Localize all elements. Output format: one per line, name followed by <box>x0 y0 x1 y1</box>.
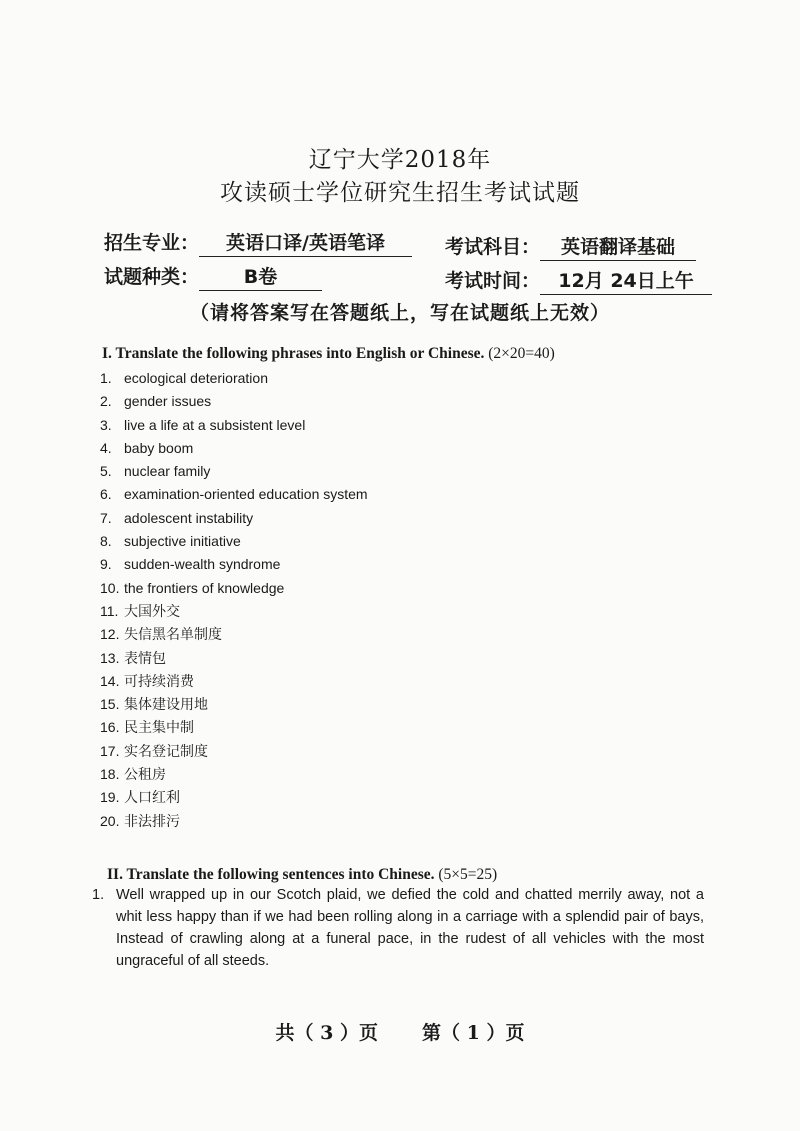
item-number: 2. <box>100 393 112 410</box>
item-text: 大国外交 <box>124 602 180 619</box>
list-item <box>100 577 368 600</box>
item-number: 14. <box>100 672 120 689</box>
paper-type-value: B卷 <box>199 262 322 291</box>
list-item <box>100 810 368 833</box>
item-number: 16. <box>100 719 120 736</box>
section-2-points: (5×5=25) <box>438 866 498 883</box>
section-2-title: II. Translate the following sentences into Chinese. <box>107 866 435 883</box>
item-number: 17. <box>100 742 120 759</box>
item-number: 1. <box>100 370 112 386</box>
item-text: 民主集中制 <box>124 719 194 736</box>
item-number: 8. <box>100 533 112 550</box>
exam-time-label: 考试时间： <box>445 270 541 292</box>
section-1-points: (2×20=40) <box>488 345 555 362</box>
item-text: 集体建设用地 <box>124 696 208 713</box>
item-number: 4. <box>100 439 112 456</box>
list-item <box>100 414 368 437</box>
sentence-text: Well wrapped up in our Scotch plaid, we defied the cold and chatted merrily away, not a whit less happy than if we had been rolling along in a carriage with a splendid pair of bays, Instead of crawling along at a funeral pace, in the rudest of all vehicles with the most ungraceful of all steeds. <box>116 887 704 969</box>
list-item <box>100 530 368 553</box>
item-text: baby boom <box>124 439 194 456</box>
item-text: 失信黑名单制度 <box>124 626 222 643</box>
item-text: examination-oriented education system <box>124 486 368 503</box>
list-item <box>100 623 368 646</box>
item-text: gender issues <box>124 393 212 410</box>
page-footer <box>0 1018 800 1045</box>
paper-type-field <box>104 262 322 291</box>
sentence-item <box>92 884 704 972</box>
item-number: 9. <box>100 556 112 573</box>
subject-label: 考试科目： <box>445 236 541 258</box>
item-text: nuclear family <box>124 463 211 480</box>
list-item <box>100 693 368 716</box>
list-item <box>100 553 368 576</box>
list-item <box>100 763 368 786</box>
item-number: 10. <box>100 579 120 596</box>
item-text: 人口红利 <box>124 789 180 806</box>
section-1-title: I. Translate the following phrases into English or Chinese. <box>102 345 485 362</box>
paper-type-label: 试题种类： <box>104 266 200 288</box>
exam-time-field <box>445 266 712 295</box>
item-number: 11. <box>100 602 119 619</box>
item-text: 非法排污 <box>124 812 180 829</box>
item-text: 可持续消费 <box>124 672 194 689</box>
item-number: 6. <box>100 486 112 503</box>
list-item <box>100 786 368 809</box>
section-2-heading <box>107 866 497 884</box>
list-item <box>100 507 368 530</box>
item-number: 18. <box>100 766 120 783</box>
section-1-heading <box>102 345 555 363</box>
list-item <box>100 716 368 739</box>
exam-title-name: 攻读硕士学位研究生招生考试试题 <box>220 180 580 206</box>
answer-notice: （请将答案写在答题纸上，写在试题纸上无效） <box>189 302 610 324</box>
item-text: live a life at a subsistent level <box>124 416 306 433</box>
item-number: 20. <box>100 812 120 829</box>
total-pages: 共（ 3 ）页 <box>275 1022 378 1044</box>
list-item <box>100 367 368 390</box>
sentence-number: 1. <box>92 887 105 903</box>
item-text: adolescent instability <box>124 509 254 526</box>
item-number: 13. <box>100 649 120 666</box>
item-number: 19. <box>100 789 120 806</box>
item-text: the frontiers of knowledge <box>124 579 285 596</box>
item-text: 公租房 <box>124 766 166 783</box>
item-text: 实名登记制度 <box>124 742 208 759</box>
item-text: 表情包 <box>124 649 166 666</box>
subject-field <box>445 232 696 261</box>
major-label: 招生专业： <box>104 232 200 254</box>
current-page: 第（ 1 ）页 <box>422 1022 525 1044</box>
item-number: 7. <box>100 509 112 526</box>
major-value: 英语口译/英语笔译 <box>199 228 412 257</box>
subject-value: 英语翻译基础 <box>540 232 696 261</box>
item-text: ecological deterioration <box>124 370 268 386</box>
list-item <box>100 460 368 483</box>
list-item <box>100 600 368 623</box>
item-number: 12. <box>100 626 120 643</box>
list-item <box>100 647 368 670</box>
exam-title-university: 辽宁大学2018年 <box>308 147 492 173</box>
list-item <box>100 437 368 460</box>
item-number: 3. <box>100 416 112 433</box>
list-item <box>100 670 368 693</box>
item-number: 5. <box>100 463 112 480</box>
item-text: sudden-wealth syndrome <box>124 556 281 573</box>
exam-time-value: 12月 24日上午 <box>540 266 712 295</box>
phrase-list <box>100 367 368 833</box>
item-number: 15. <box>100 696 120 713</box>
major-field <box>104 228 412 257</box>
list-item <box>100 390 368 413</box>
list-item <box>100 483 368 506</box>
item-text: subjective initiative <box>124 533 241 550</box>
list-item <box>100 740 368 763</box>
